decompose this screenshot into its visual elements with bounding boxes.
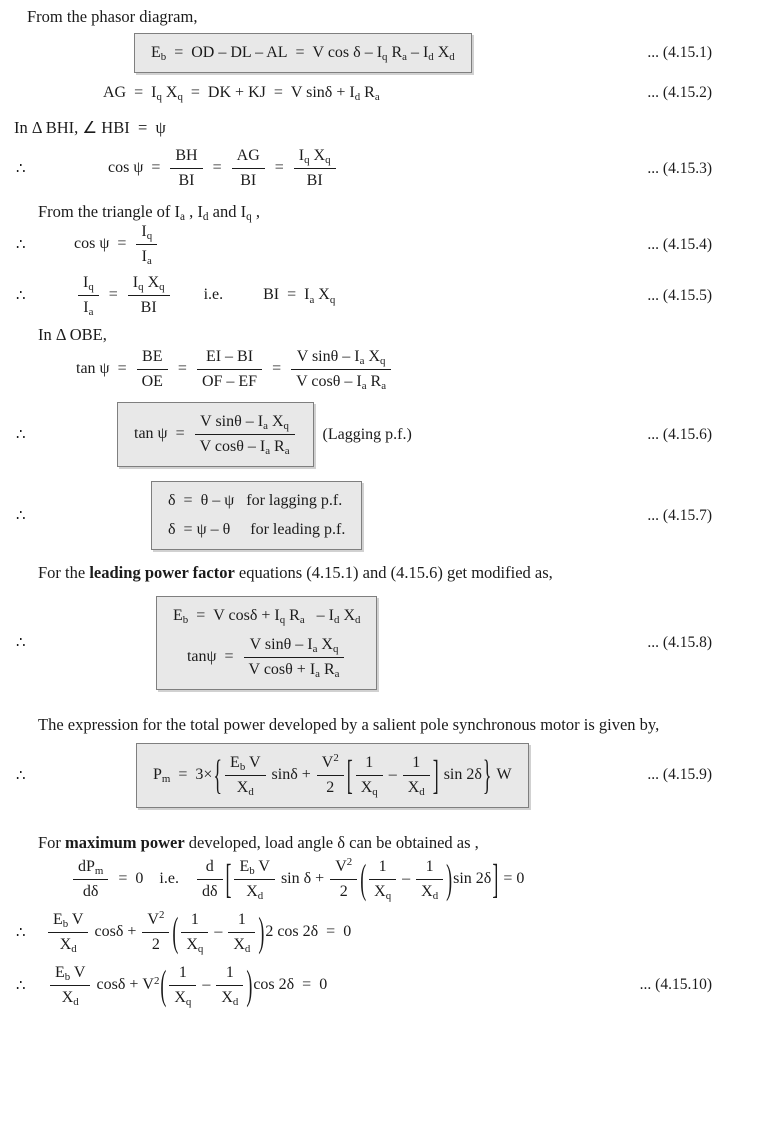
equation-row-4-15-1 — [0, 33, 768, 73]
equation-content — [26, 146, 618, 191]
equation-content — [26, 857, 618, 902]
equation-number: ... (4.15.2) — [647, 84, 712, 102]
equation-content — [26, 347, 618, 392]
equation-row-intermediate — [0, 910, 768, 955]
equation-number: ... (4.15.5) — [647, 286, 712, 304]
equation-4-15-8-eb: $E_b$ = V $\cos\delta + I_q$ $R_a$ – $I_d$ $X_d$ — [173, 606, 361, 626]
equation-4-15-8-tan: tanψ = $\frac{V \sin\theta - I_a X_q}{V \cos\theta + I_a R_a}$ — [187, 635, 347, 680]
equation-content — [26, 222, 618, 267]
equation-number: ... (4.15.1) — [647, 44, 712, 62]
equation-content — [26, 743, 618, 808]
equation-4-15-6: tan ψ = $\frac{V \sin\theta - I_a X_q}{V \cos\theta - I_a R_a}$ — [134, 412, 297, 457]
paragraph-text: For — [38, 832, 66, 852]
equation-4-15-5: $\frac{I_q}{I_a}$ = $\frac{I_q X_q}{BI}$ i.e. BI = $I_a$ $X_q$ — [76, 273, 335, 318]
therefore-symbol: ∴ — [16, 161, 26, 178]
equation-4-15-7-lagging: δ = θ – ψ for lagging p.f. — [168, 492, 343, 510]
equation-box — [156, 596, 377, 690]
equation-content — [26, 596, 618, 690]
intro-phasor-line: From the phasor diagram, — [27, 7, 198, 26]
equation-number: ... (4.15.3) — [647, 159, 712, 177]
paragraph-text: For the — [38, 563, 90, 583]
therefore-symbol: ∴ — [16, 427, 26, 444]
triangle-currents-line: From the triangle of $I_a$ , $I_d$ and $I_q$ , — [38, 202, 260, 224]
maximum-power-bold: maximum power — [65, 832, 185, 852]
equation-4-15-1: $E_b$ = OD – DL – AL = V cos δ – $I_q$ $R_a - I_d$ $X_d$ — [151, 44, 455, 64]
therefore-symbol: ∴ — [16, 924, 26, 941]
equation-row-4-15-8 — [0, 596, 768, 690]
equation-number: ... (4.15.7) — [647, 506, 712, 524]
equation-content — [26, 402, 618, 467]
equation-row-4-15-5 — [0, 273, 768, 318]
equation-4-15-3: cos ψ = $\frac{BH}{BI}$ = $\frac{AG}{BI}$ = $\frac{I_q X_q}{BI}$ — [108, 146, 338, 191]
therefore-symbol: ∴ — [16, 288, 26, 305]
therefore-symbol: ∴ — [16, 977, 26, 994]
equation-4-15-4: cos ψ = $\frac{I_q}{I_a}$ — [74, 222, 159, 267]
equation-content — [26, 33, 618, 73]
lagging-pf-label: (Lagging p.f.) — [322, 425, 412, 443]
equation-derivative: $\frac{dP_m}{d\delta}$ = 0 i.e. $\frac{d}{d\delta}$ [ $\frac{E_b V}{X_d}$ sin δ + $\frac{V^2}{2}$ ( $\frac{1}{X_q}$ – $\frac{1}{X_d}$ )sin 2δ] = 0 — [71, 857, 524, 902]
equation-number: ... (4.15.10) — [639, 976, 712, 994]
equation-content — [26, 910, 618, 955]
equation-box — [134, 33, 472, 73]
equation-box — [151, 481, 362, 550]
equation-4-15-9: $P_m$ = 3×{ $\frac{E_b V}{X_d}$ sinδ + $\frac{V^2}{2}$ [ $\frac{1}{X_q}$ – $\frac{1}{X_d}$ ] sin 2δ} W — [153, 751, 512, 798]
equation-content — [26, 963, 618, 1008]
equation-number: ... (4.15.8) — [647, 633, 712, 651]
equation-number: ... (4.15.6) — [647, 425, 712, 443]
equation-intermediate: $\frac{E_b V}{X_d}$ cosδ + $\frac{V^2}{2}$ ( $\frac{1}{X_q}$ – $\frac{1}{X_d}$ )2 cos 2δ = 0 — [46, 910, 351, 955]
equation-row-derivative — [0, 857, 768, 902]
therefore-symbol: ∴ — [16, 508, 26, 525]
paragraph-text: developed, load angle δ can be obtained as , — [184, 832, 479, 852]
equation-content — [26, 83, 618, 103]
equation-content — [26, 481, 618, 550]
max-power-paragraph — [0, 832, 768, 853]
equation-row-4-15-4 — [0, 222, 768, 267]
equation-4-15-10: $\frac{E_b V}{X_d}$ $\cos\delta + V^2$( $\frac{1}{X_q}$ – $\frac{1}{X_d}$ )cos 2δ = 0 — [48, 963, 327, 1008]
equation-box — [117, 402, 314, 467]
equation-row-4-15-9 — [0, 743, 768, 808]
leading-pf-paragraph — [0, 562, 768, 583]
equation-number: ... (4.15.9) — [647, 766, 712, 784]
equation-4-15-2: AG = $I_q$ $X_q$ = DK + KJ = V $\sin\delta + I_d$ $R_a$ — [103, 84, 380, 104]
equation-box — [136, 743, 529, 808]
equation-number: ... (4.15.4) — [647, 235, 712, 253]
equation-row-tan-derivation — [0, 347, 768, 392]
triangle-obe-line: In Δ OBE, — [38, 325, 107, 345]
equation-row-4-15-10 — [0, 963, 768, 1008]
equation-4-15-7-leading: δ = ψ – θ for leading p.f. — [168, 521, 346, 539]
equation-row-4-15-3 — [0, 146, 768, 191]
paragraph-text: equations (4.15.1) and (4.15.6) get modified as, — [234, 563, 553, 583]
therefore-symbol: ∴ — [16, 237, 26, 254]
leading-power-factor-bold: leading power factor — [89, 563, 235, 583]
equation-tan-derivation: tan ψ = $\frac{BE}{OE}$ = $\frac{EI - BI}{OF - EF}$ = $\frac{V \sin\theta - I_a X_q}{V \cos\theta - I_a R_a}$ — [76, 347, 393, 392]
therefore-symbol: ∴ — [16, 635, 26, 652]
equation-row-4-15-7 — [0, 481, 768, 550]
equation-row-4-15-2 — [0, 83, 768, 103]
equation-content — [26, 273, 618, 318]
total-power-paragraph: The expression for the total power developed by a salient pole synchronous motor is given by, — [38, 714, 660, 734]
equation-row-4-15-6 — [0, 402, 768, 467]
triangle-bhi-line: In Δ BHI, ∠ HBI = ψ — [14, 118, 166, 138]
therefore-symbol: ∴ — [16, 767, 26, 784]
